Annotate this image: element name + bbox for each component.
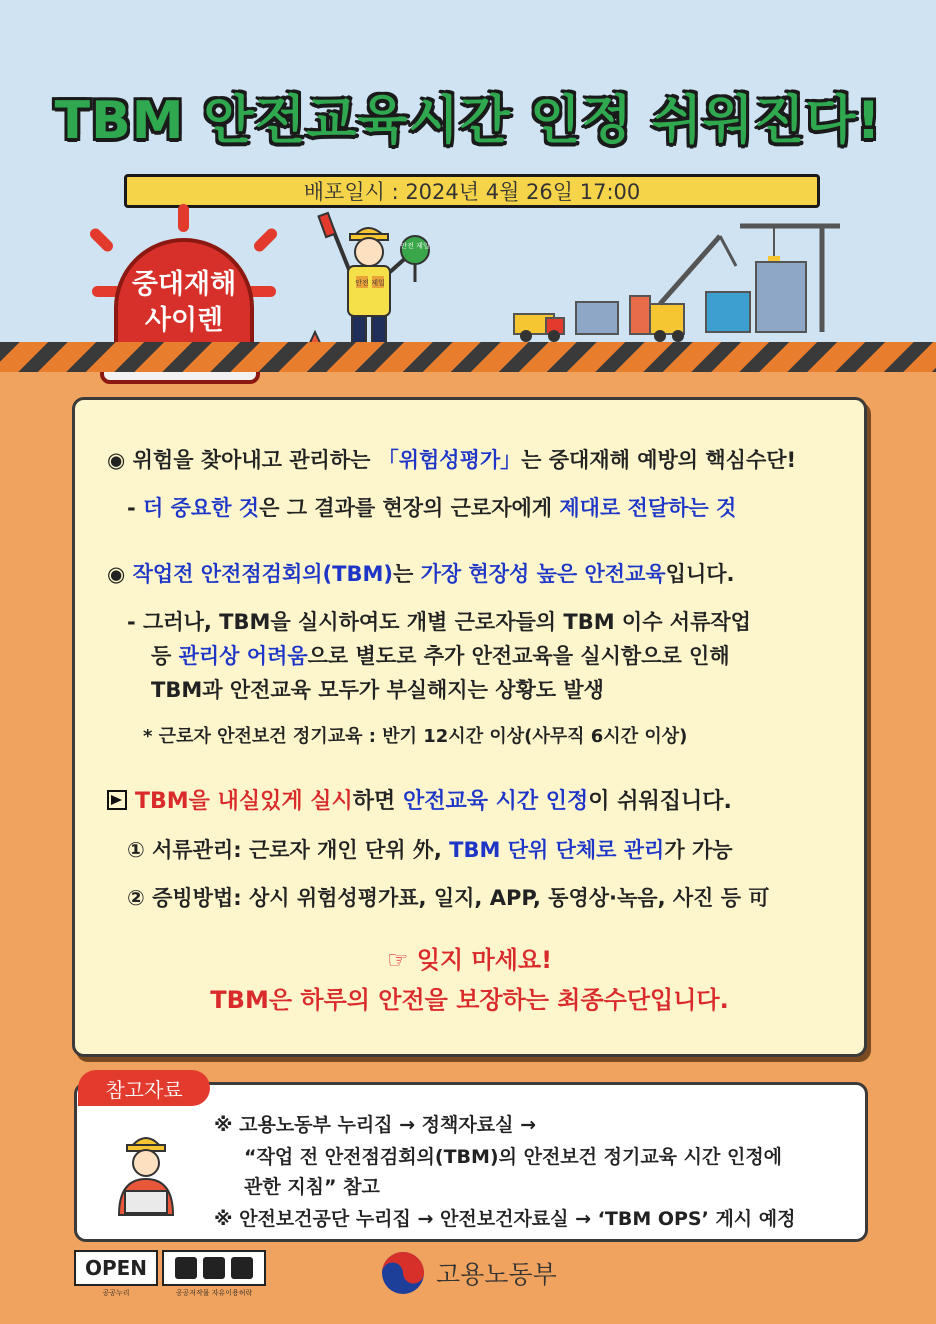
bullet-icon: ◉ [107, 448, 126, 472]
dash: - [127, 610, 136, 634]
vest-label-left: 안전 [355, 279, 369, 287]
noncommercial-icon [203, 1257, 225, 1279]
highlight: 제대로 전달하는 것 [559, 496, 737, 520]
highlight: TBM을 내실있게 실시 [135, 789, 353, 814]
item-1 [127, 834, 733, 864]
license-icons [162, 1250, 266, 1286]
taegeuk-icon [380, 1250, 426, 1296]
siren-ray [178, 204, 189, 232]
point-2 [107, 558, 735, 588]
text: 입니다. [665, 562, 735, 586]
dash: - [127, 496, 136, 520]
point-2-sub-line-2 [151, 640, 730, 670]
point-1-sub [127, 492, 736, 522]
reminder-line-1: ☞ 잊지 마세요! [386, 946, 553, 974]
point-3 [107, 784, 732, 815]
reference-line-2: “작업 전 안전점검회의(TBM)의 안전보건 정기교육 시간 인정에 [244, 1146, 783, 1168]
no-derivatives-icon [231, 1257, 253, 1279]
text: 는 중대재해 예방의 핵심수단! [521, 448, 797, 472]
text: 위험을 찾아내고 관리하는 [132, 448, 378, 472]
license-sub-label: 공공저작물 자유이용허락 [175, 1289, 253, 1297]
point-2-sub-line-1 [127, 606, 751, 636]
date-banner: 배포일시 : 2024년 4월 26일 17:00 [124, 174, 820, 208]
text: 등 [151, 644, 179, 668]
siren-label-2: 사이렌 [144, 305, 224, 336]
vest-label-right: 제일 [371, 279, 385, 287]
reference-line-3: 관한 지침” 참고 [244, 1176, 380, 1198]
reference-line-4: ※ 안전보건공단 누리집 → 안전보건자료실 → ‘TBM OPS’ 게시 예정 [214, 1208, 796, 1230]
arrow-box-icon [107, 790, 127, 810]
worker-avatar-icon [111, 1127, 181, 1217]
reference-tab: 참고자료 [78, 1070, 210, 1106]
education-note: * 근로자 안전보건 정기교육 : 반기 12시간 이상(사무직 6시간 이상) [143, 726, 688, 747]
ministry-name: 고용노동부 [436, 1260, 557, 1289]
reminder-line-2: TBM은 하루의 안전을 보장하는 최종수단입니다. [210, 986, 729, 1014]
ministry-logo [380, 1250, 580, 1296]
item-2: ② 증빙방법: 상시 위험성평가표, 일지, APP, 동영상·녹음, 사진 등 可 [127, 886, 770, 910]
open-sub-label: 공공누리 [102, 1289, 130, 1297]
highlight: 가장 현장성 높은 안전교육 [420, 562, 666, 586]
reference-line-1: ※ 고용노동부 누리집 → 정책자료실 → [214, 1114, 536, 1136]
highlight: 더 중요한 것 [143, 496, 260, 520]
sign-label: 안전 제일 [400, 242, 430, 250]
point-2-sub-line-3: TBM과 안전교육 모두가 부실해지는 상황도 발생 [151, 678, 604, 702]
highlight: 안전교육 시간 인정 [402, 789, 589, 814]
point-1 [107, 444, 796, 474]
siren-label-1: 중대재해 [131, 269, 237, 300]
highlight: 작업전 안전점검회의(TBM) [132, 562, 393, 586]
text: 으로 별도로 추가 안전교육을 실시함으로 인해 [307, 644, 730, 668]
text: 은 그 결과를 현장의 근로자에게 [259, 496, 560, 520]
text: 는 [392, 562, 421, 586]
highlight: 관리상 어려움 [178, 644, 308, 668]
attribution-icon [175, 1257, 197, 1279]
open-logo: OPEN [74, 1250, 158, 1286]
hazard-stripe-divider [0, 342, 936, 372]
main-notice-card [72, 397, 867, 1057]
text: ① 서류관리: 근로자 개인 단위 外, [127, 838, 450, 862]
highlight: 「위험성평가」 [377, 448, 522, 472]
open-license-badge [74, 1250, 266, 1298]
text: 그러나, TBM을 실시하여도 개별 근로자들의 TBM 이수 서류작업 [143, 610, 751, 634]
text: 가 가능 [664, 838, 733, 862]
highlight: TBM 단위 단체로 관리 [449, 838, 665, 862]
page-title: TBM 안전교육시간 인정 쉬워진다! [54, 91, 882, 151]
bullet-icon: ◉ [107, 562, 126, 586]
construction-site-illustration [510, 206, 870, 346]
text: 이 쉬워집니다. [588, 789, 732, 814]
text: 하면 [352, 789, 403, 814]
